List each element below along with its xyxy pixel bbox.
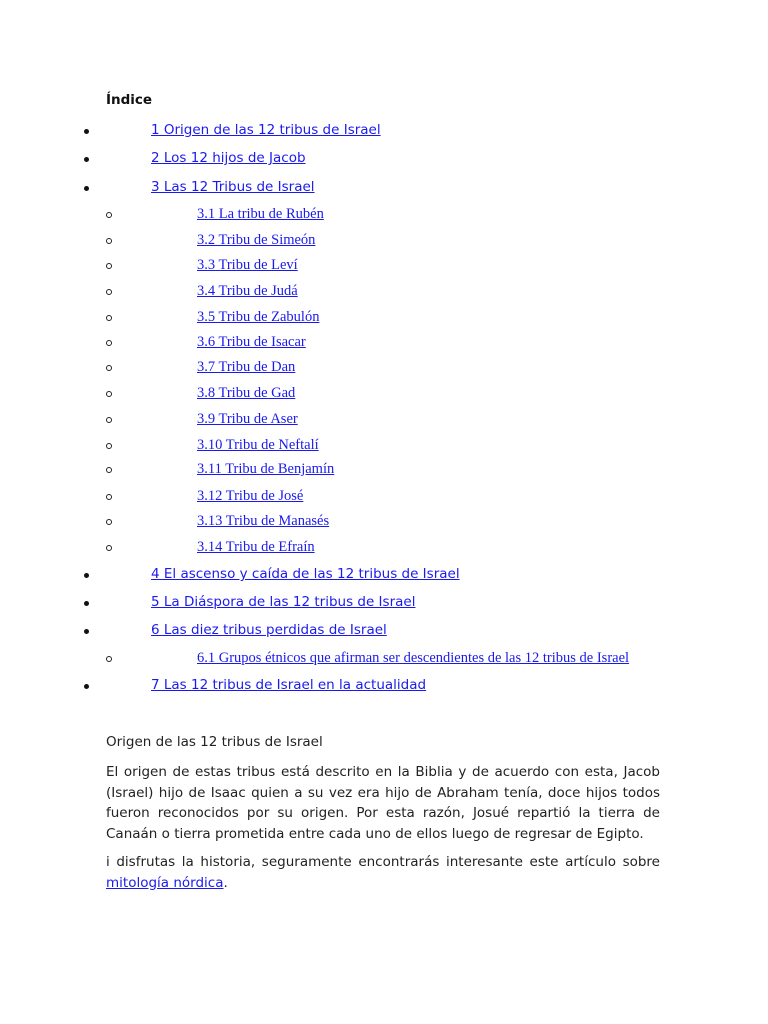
bullet-circle-icon: [106, 443, 112, 449]
toc-item: [0, 205, 768, 225]
toc-link[interactable]: 3.5 Tribu de Zabulón: [197, 309, 320, 325]
toc-link[interactable]: 6 Las diez tribus perdidas de Israel: [151, 622, 387, 638]
toc-link[interactable]: 1 Origen de las 12 tribus de Israel: [151, 122, 381, 138]
toc-item: [0, 150, 768, 170]
related-article-end: .: [223, 874, 228, 891]
bullet-circle-icon: [106, 238, 112, 244]
bullet-disc-icon: [84, 684, 89, 689]
toc-link[interactable]: 6.1 Grupos étnicos que afirman ser descendientes de las 12 tribus de Israel: [197, 650, 630, 666]
toc-item: [0, 512, 768, 532]
toc-link[interactable]: 3.3 Tribu de Leví: [197, 257, 298, 273]
toc-item: [0, 282, 768, 302]
toc-item: [0, 487, 768, 507]
toc-item: [0, 231, 768, 251]
bullet-circle-icon: [106, 519, 112, 525]
toc-item: [0, 538, 768, 558]
toc-link[interactable]: 3.13 Tribu de Manasés: [197, 513, 330, 529]
bullet-circle-icon: [106, 212, 112, 218]
bullet-circle-icon: [106, 289, 112, 295]
toc-link[interactable]: 3.10 Tribu de Neftalí: [197, 437, 319, 453]
toc-item: [0, 384, 768, 404]
toc-item: [0, 460, 768, 480]
toc-link[interactable]: 3.7 Tribu de Dan: [197, 359, 296, 375]
toc-link[interactable]: 3.14 Tribu de Efraín: [197, 539, 315, 555]
toc-link[interactable]: 3.11 Tribu de Benjamín: [197, 461, 335, 477]
toc-item: [0, 566, 768, 586]
toc-link[interactable]: 3.2 Tribu de Simeón: [197, 232, 316, 248]
bullet-disc-icon: [84, 129, 89, 134]
bullet-circle-icon: [106, 417, 112, 423]
bullet-circle-icon: [106, 467, 112, 473]
toc-link[interactable]: 3 Las 12 Tribus de Israel: [151, 179, 315, 195]
mitologia-nordica-link[interactable]: mitología nórdica: [106, 874, 224, 891]
bullet-disc-icon: [84, 157, 89, 162]
bullet-circle-icon: [106, 315, 112, 321]
bullet-circle-icon: [106, 365, 112, 371]
related-article-text: i disfrutas la historia, seguramente encontrarás interesante este artículo sobre: [106, 854, 660, 870]
toc-item: [0, 122, 768, 142]
bullet-circle-icon: [106, 263, 112, 269]
toc-item: [0, 622, 768, 642]
bullet-disc-icon: [84, 601, 89, 606]
bullet-circle-icon: [106, 494, 112, 500]
toc-item: [0, 649, 768, 669]
bullet-disc-icon: [84, 186, 89, 191]
bullet-disc-icon: [84, 573, 89, 578]
toc-link[interactable]: 3.12 Tribu de José: [197, 488, 304, 504]
toc-item: [0, 333, 768, 353]
toc-link[interactable]: 3.8 Tribu de Gad: [197, 385, 296, 401]
section-title: Origen de las 12 tribus de Israel: [106, 734, 323, 750]
section-paragraph: El origen de estas tribus está descrito en la Biblia y de acuerdo con esta, Jacob (Israel) hijo de Isaac quien a su vez era hijo de Abraham tenía, doce hijos todos fueron reconocidos por su origen. Por esta razón, Josué repartió la tierra de Canaán o tierra prometida entre cada uno de ellos luego de regresar de Egipto.: [106, 764, 660, 842]
toc-link[interactable]: 2 Los 12 hijos de Jacob: [151, 150, 306, 166]
bullet-disc-icon: [84, 629, 89, 634]
toc-link[interactable]: 3.1 La tribu de Rubén: [197, 206, 324, 222]
toc-link[interactable]: 3.9 Tribu de Aser: [197, 411, 298, 427]
bullet-circle-icon: [106, 545, 112, 551]
toc-item: [0, 594, 768, 614]
toc-item: [0, 256, 768, 276]
related-article-paragraph: [106, 852, 660, 893]
toc-link[interactable]: 5 La Diáspora de las 12 tribus de Israel: [151, 594, 416, 610]
toc-item: [0, 436, 768, 456]
toc-link[interactable]: 4 El ascenso y caída de las 12 tribus de Israel: [151, 566, 460, 582]
toc-item: [0, 179, 768, 199]
toc-link[interactable]: 3.4 Tribu de Judá: [197, 283, 298, 299]
toc-item: [0, 677, 768, 697]
toc-item: [0, 410, 768, 430]
toc-item: [0, 308, 768, 328]
bullet-circle-icon: [106, 391, 112, 397]
toc-link[interactable]: 7 Las 12 tribus de Israel en la actualidad: [151, 677, 427, 693]
index-heading: Índice: [106, 92, 153, 108]
bullet-circle-icon: [106, 340, 112, 346]
bullet-circle-icon: [106, 656, 112, 662]
toc-item: [0, 358, 768, 378]
toc-link[interactable]: 3.6 Tribu de Isacar: [197, 334, 306, 350]
